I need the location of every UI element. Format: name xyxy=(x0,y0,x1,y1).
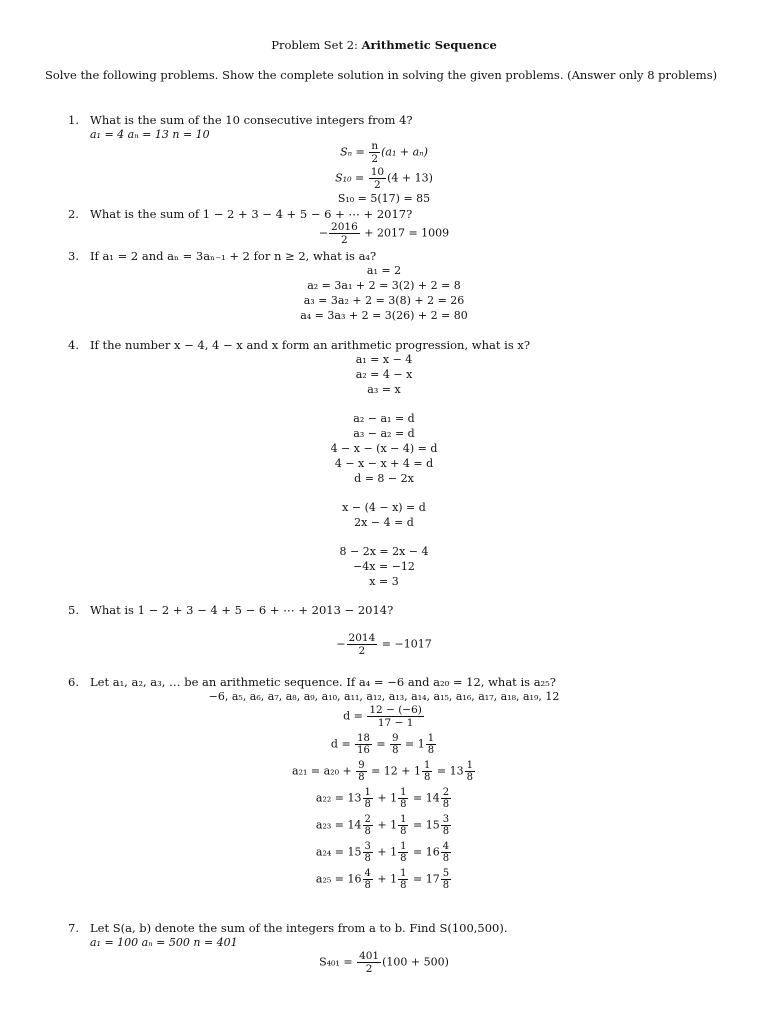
p1-given: a₁ = 4 aₙ = 13 n = 10 xyxy=(90,128,210,141)
p4-line-4: a₂ − a₁ = d xyxy=(353,412,415,425)
p3-line-1: a₁ = 2 xyxy=(366,264,402,277)
p1-step-3: S₁₀ = 5(17) = 85 xyxy=(337,192,431,205)
problem-6: 6. Let a₁, a₂, a₃, … be an arithmetic sequence. If a₄ = −6 and a₂₀ = 12, what is a₂₅? xyxy=(68,675,556,689)
p4-line-8: d = 8 − 2x xyxy=(354,472,414,485)
p2-solution: − $\frac{2016}{2}$ + 2017 = 1009 xyxy=(318,221,450,246)
problem-5: 5. What is 1 − 2 + 3 − 4 + 5 − 6 + ⋯ + 2013 − 2014? xyxy=(68,603,394,617)
problem-4: 4. If the number x − 4, 4 − x and x form an arithmetic progression, what is x? xyxy=(68,338,531,352)
p3-line-4: a₄ = 3a₃ + 2 = 3(26) + 2 = 80 xyxy=(300,309,468,322)
p1-step-1: Sₙ = $\frac{n}{2}$ (a₁ + aₙ) xyxy=(340,140,428,165)
p6-a21: a₂₁ = a₂₀ + $\frac{9}{8}$ = 12 + 1 $\frac{1}{8}$ = 13 $\frac{1}{8}$ xyxy=(292,760,473,783)
p4-line-6: 4 − x − (x − 4) = d xyxy=(330,442,438,455)
p6-d-2: d = $\frac{18}{16}$ = $\frac{9}{8}$ = 1 $\frac{1}{8}$ xyxy=(330,733,435,756)
p4-line-13: x = 3 xyxy=(369,575,399,588)
p1-step-2: S₁₀ = $\frac{10}{2}$ (4 + 13) xyxy=(335,166,433,191)
p6-a22: a₂₂ = 13 $\frac{1}{8}$ + 1 $\frac{1}{8}$ = 14 $\frac{2}{8}$ xyxy=(315,787,450,810)
instructions: Solve the following problems. Show the complete solution in solving the given problems. (Answer only 8 problems) xyxy=(45,68,718,82)
p6-a23: a₂₃ = 14 $\frac{2}{8}$ + 1 $\frac{1}{8}$ = 15 $\frac{3}{8}$ xyxy=(315,814,450,837)
p4-line-12: −4x = −12 xyxy=(353,560,415,573)
problem-2: 2. What is the sum of 1 − 2 + 3 − 4 + 5 − 6 + ⋯ + 2017? xyxy=(68,207,413,221)
p4-line-3: a₃ = x xyxy=(367,383,401,396)
p6-a24: a₂₄ = 15 $\frac{3}{8}$ + 1 $\frac{1}{8}$ = 16 $\frac{4}{8}$ xyxy=(315,841,450,864)
p4-line-2: a₂ = 4 − x xyxy=(355,368,413,381)
p5-solution: − $\frac{2014}{2}$ = −1017 xyxy=(336,632,432,657)
p4-line-7: 4 − x − x + 4 = d xyxy=(334,457,434,470)
problem-1: 1. What is the sum of the 10 consecutive integers from 4? xyxy=(68,113,413,127)
problem-7: 7. Let S(a, b) denote the sum of the integers from a to b. Find S(100,500). xyxy=(68,921,508,935)
p4-line-9: x − (4 − x) = d xyxy=(342,501,426,514)
p4-line-5: a₃ − a₂ = d xyxy=(353,427,415,440)
p4-line-1: a₁ = x − 4 xyxy=(355,353,413,366)
p6-d-1: d = $\frac{12 - (-6)}{17 - 1}$ xyxy=(343,704,422,729)
p6-sequence: −6, a₅, a₆, a₇, a₈, a₉, a₁₀, a₁₁, a₁₂, a₁₃, a₁₄, a₁₅, a₁₆, a₁₇, a₁₈, a₁₉, 12 xyxy=(208,690,560,703)
p4-line-11: 8 − 2x = 2x − 4 xyxy=(339,545,429,558)
p6-a25: a₂₅ = 16 $\frac{4}{8}$ + 1 $\frac{1}{8}$ = 17 $\frac{5}{8}$ xyxy=(315,868,450,891)
page-title: Problem Set 2: Arithmetic Sequence xyxy=(271,38,497,52)
p7-solution: S₄₀₁ = $\frac{401}{2}$ (100 + 500) xyxy=(319,950,449,975)
p4-line-10: 2x − 4 = d xyxy=(354,516,414,529)
p3-line-2: a₂ = 3a₁ + 2 = 3(2) + 2 = 8 xyxy=(307,279,461,292)
p3-line-3: a₃ = 3a₂ + 2 = 3(8) + 2 = 26 xyxy=(303,294,465,307)
problem-3: 3. If a₁ = 2 and aₙ = 3aₙ₋₁ + 2 for n ≥ 2, what is a₄? xyxy=(68,249,377,263)
p7-given: a₁ = 100 aₙ = 500 n = 401 xyxy=(90,936,238,949)
